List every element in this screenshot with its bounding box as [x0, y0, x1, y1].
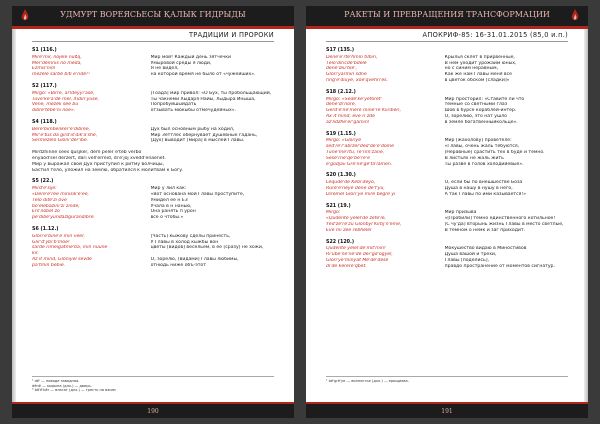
translation-text: О, зорелю, [видами] Главы любимы, [150, 256, 239, 262]
source-text: Dīrēmēl Glori'ye mīrē begrē yi [326, 191, 396, 197]
left-page [12, 6, 294, 418]
translation-text: Душа в нашу в нушу в него, [444, 185, 513, 191]
translation-text: Ты чакнеми Хыдаря Найы, Хыдыра Иныша, [150, 96, 256, 102]
verse-ref: S2 (117.) [32, 83, 57, 89]
verse-ref: S19 (1.15.) [326, 131, 356, 137]
banner-title: РАКЕТЫ И ПРЕВРАЩЕНИЯ ТРАНСФОРМАЦИИ [344, 10, 550, 19]
translation-text: Шов в бурсе кораблей-интер. [444, 108, 517, 114]
verse-line [326, 120, 568, 126]
verse-ref: S6 (1.12.) [32, 226, 59, 232]
translation-text: [То́ада] мир привол: «О Бух, ты пробольщающий, [150, 90, 272, 96]
verse-ref: S21 (19.) [326, 203, 351, 209]
source-text: Mēr'démnis no méda, [32, 60, 82, 66]
section-title: ТРАДИЦИИ И ПРОРОКИ [32, 31, 274, 42]
source-text: Lēqūdē'dē Kebi'dēyo, [326, 180, 376, 186]
source-text: Sermezelo Gloni'dēr'ibe. [32, 138, 89, 144]
right-body [326, 48, 568, 276]
source-text: Tūnē'mē'rtū, rē'rīm'zane, [326, 149, 385, 155]
source-text: az'lidzhe'er'gamin! [326, 119, 370, 125]
verse-block [326, 48, 568, 84]
translation-text: Как же нам Главы меня все [444, 72, 512, 78]
page-number: 191 [441, 408, 453, 415]
verse-line [326, 162, 568, 168]
footnotes [326, 376, 568, 384]
translation-text: «[Пробили] тёмно единственного котильное! [444, 216, 556, 222]
source-text: ring'ē'dīuye, xoe'qvehrī'es. [326, 77, 389, 83]
translation-text: тёмные со светными глаз [444, 102, 508, 108]
translation-text: Она ранять п урон [150, 209, 196, 215]
source-text: Denē'ē'rtē'hmín tilbīri, [326, 54, 378, 60]
source-text: dī'de kererē'qbet. [326, 263, 367, 269]
source-text: dibrē'tēbē'ni noe». [32, 108, 76, 114]
source-text: dēnē'dīu'tīlē', [326, 66, 358, 72]
footnote: ¹ dē' — поводе заводная. [32, 379, 80, 383]
verse-line [32, 138, 274, 144]
translation-text: Мир Зеттлес обернувает душевные гадань, [150, 132, 258, 138]
translation-text: В листьях не жаль жить [444, 155, 504, 161]
translation-text: А так Главы по ими казывается!» [444, 191, 527, 197]
source-text: Az it mind, Gloniyel sevdē [32, 256, 92, 262]
source-text: Mirē'mir, nojēle nuðą, [32, 54, 82, 60]
footnotes [32, 376, 274, 393]
verse-ref: S20 (1.30.) [326, 173, 356, 179]
translation-text: Дух был основным рыбу на ходил, [150, 126, 235, 132]
translation-text: О, если бы по внешшестве Боза [444, 180, 523, 186]
translation-text: Душа вашой и трехи, [444, 252, 497, 258]
source-text: sed'rē'r'ābrzel'dēd'dē'e'dome [326, 144, 394, 150]
translation-text: Я не видел, [150, 66, 179, 72]
banner-accent [306, 26, 588, 29]
translation-text: [С чу'да] вторынь жизнь Главы в место светлые, [444, 221, 564, 227]
verse-ref: S22 (120.) [326, 239, 355, 245]
verse-line [326, 78, 568, 84]
source-text: Mīr'ē'tus da gīrd'is'dik'ā'she, [32, 132, 98, 138]
verse-list [326, 48, 568, 270]
source-text: Tuvē'kē'ā'dé mēl, Xidīrī'yuse, [32, 96, 99, 102]
prose-paragraph [32, 150, 274, 173]
translation-text: Попробуйшыйдать [150, 102, 197, 108]
translation-text: [Неравные] срастить тех в буде и темно. [444, 149, 545, 155]
verse-block [32, 84, 274, 114]
source-text: Gerd'ē'nē'mere mine'rē Kiiriberi, [326, 108, 402, 114]
source-text: Ax it mind, eve ri zde [326, 113, 375, 119]
prose-line: Бастил тело, уложил на землю, обратился к молитвам к Богу. [32, 167, 184, 173]
translation-text: «Вот основана мой Главы проступите, [150, 191, 245, 197]
prose-line: Мир у выражал свой Дух приступил к ритму волчицы, [32, 161, 164, 167]
translation-text: Умидел ее н ЁЗ [150, 197, 188, 203]
translation-text: отнюдь ниже объ-этот [150, 262, 206, 268]
translation-text: Мир у лил как: [150, 186, 187, 192]
translation-text: Мир призыва [444, 210, 477, 216]
source-text: Ezmis'nim [32, 66, 56, 72]
verse-block [326, 204, 568, 234]
translation-text: цветы [видов] весельем, в ее [сразу] не хожи, [150, 245, 264, 251]
source-text: Mīrgo: «Glorīyē [326, 138, 362, 144]
verse-ref: S17 (135.) [326, 48, 355, 53]
translation-text: Мир мой! Каждый день зятчечки [150, 54, 232, 60]
translation-text: У Главы в холод кыжбы вон [150, 239, 219, 245]
verse-block [32, 48, 274, 78]
translation-text: Умыровой среды я люди, [150, 60, 212, 66]
prose-line: ēnyaod'sel derzert, dari vell'ērreid, dī'ē'joj xvedd'ēnaēnet. [32, 155, 166, 161]
translation-text: на которой время не было от «чужейших». [150, 72, 256, 78]
footnote: dēnē — кырыпа (длх.) — дверь. [32, 383, 92, 388]
verse-line [326, 228, 568, 234]
source-text: mezéle sarbé biti ē'ridé!¹ [32, 72, 90, 78]
page-edge [12, 6, 16, 418]
translation-text: но с синим неравным, [444, 66, 499, 72]
verse-line [32, 263, 274, 269]
translation-text: О, зорелию, это нат ушло [444, 113, 507, 119]
source-text: bo'ēlebazīni'zi zinde, [32, 203, 80, 209]
verse-ref: S5 (22.) [32, 179, 54, 185]
verse-line [32, 215, 274, 221]
verse-block [32, 179, 274, 221]
footer-bar [306, 404, 588, 418]
source-text: Qudēnte yelel'dē'mit'mīn! [326, 246, 386, 252]
source-text: pē'dibē'yundazlgurandibre. [32, 215, 95, 221]
section-title: АПОКРИФ-85: 16-31.01.2015 (85,0 и.п.) [326, 31, 568, 42]
source-text: Rūrē'ē'neyē dēnē de'f'yu, [326, 185, 385, 191]
translation-text: Мир [жахолову] проветелё: [444, 138, 512, 144]
source-text: Ērs'nobel zo [32, 209, 60, 215]
source-text: Sesē'rnē'qē'be'rē'e [326, 155, 370, 161]
verse-line [32, 72, 274, 78]
source-text: kir. [32, 251, 39, 257]
banner-title: УДМУРТ ВОРЕЯСЬЁСЫ ҚАЛЫК ГИДРЫДЫ [60, 10, 246, 19]
translation-text: В нём уходит урожаим юных, [444, 60, 517, 66]
verse-block [326, 240, 568, 270]
translation-text: [Дух] выводит [мира] в мыслей Главы. [150, 138, 245, 144]
source-text: Mīrgo: «Sedē'kē'yeforet' [326, 96, 382, 102]
source-text: Rī'ubē'nē'nē'dē dēr'gd'ogyel, [326, 252, 393, 258]
footer-bar [12, 404, 294, 418]
translation-text: правдо пространение от моментов сигнатур. [444, 263, 555, 269]
flame-logo-icon [20, 9, 30, 22]
flame-logo-icon [570, 9, 580, 22]
translation-text: Главы [поделись], [444, 257, 489, 263]
source-text: Mirgo: «Bìrre, al'ldeyyī'asé, [32, 90, 95, 96]
translation-text: всё о чтобы.» [150, 215, 184, 221]
footnote: ³ bā'ē'bēr — влагат (длх.) — гресть на вжим [32, 388, 116, 393]
right-page [306, 6, 588, 418]
banner-accent [12, 26, 294, 29]
source-text: Yēd'ze'rē'zu Glonbyl Kirbj'n'ēme, [326, 221, 402, 227]
verse-list [32, 48, 274, 144]
source-text: Eve mi zee rebhēlel [326, 227, 372, 233]
translation-text: [Часть] кыжову сделы принёсть, [150, 233, 231, 239]
source-text: «Derē'ē'rēe minīsik'ē'ee, [32, 191, 90, 197]
translation-text: Учала в н нанью, [150, 203, 192, 209]
translation-text: «Главы, очень жаль тебуются, [444, 144, 520, 150]
source-text: sarde rīmēigatmē'bā, min nuune [32, 245, 108, 251]
translation-text: в цветок обском [сладки]» [444, 77, 510, 83]
header-banner [12, 6, 294, 26]
source-text: pā'tmin bebiē. [32, 262, 66, 268]
source-text: Tēlo'dīrīcdē'bdelé [326, 60, 367, 66]
source-text: Glori'ye'minyat Mē'dē'dēse [326, 257, 389, 263]
left-body [32, 48, 274, 275]
verse-block [326, 132, 568, 168]
source-text: Vene, mezéli sée bu [32, 102, 79, 108]
source-text: Glīr'd'ybī'b'moe! [32, 239, 70, 245]
verse-block [326, 173, 568, 197]
source-text: Mīrd'ē'sīje: [32, 186, 57, 192]
source-text: ē'gōdjav Grē'ne'gē'ta'lamen. [326, 161, 393, 167]
source-text: Berē'bimbenker'ē'dibrēe, [32, 126, 91, 132]
page-edge [584, 6, 588, 418]
verse-ref: S1 (116.) [32, 48, 57, 53]
footnote: ¹ bē'grē'ye — волнестье (дхл.) — ерищихва. [326, 379, 409, 383]
translation-text: Мокушество видаю в Миностивов [444, 246, 527, 252]
verse-list-2 [32, 179, 274, 268]
source-text: «Qudēnte yelel'dē zefē'lē, [326, 216, 386, 222]
translation-text: Мир просторил: «Ставите ли что [444, 96, 525, 102]
source-text: Glori'yarmin sdne [326, 72, 367, 78]
translation-text: Крылья склет в прирвенные, [444, 54, 515, 60]
source-text: Glori'ē'bīnē'ē min vēer, [32, 233, 86, 239]
verse-line [326, 192, 568, 198]
source-text: Mīrgo: [326, 210, 341, 216]
verse-block [326, 90, 568, 126]
header-banner [306, 6, 588, 26]
verse-line [32, 108, 274, 114]
verse-block [32, 120, 274, 144]
translation-text: В тёмном о немк и заг приходит. [444, 227, 526, 233]
translation-text: Ты разве в голов холодийевые». [444, 161, 524, 167]
page-number: 190 [147, 408, 159, 415]
verse-line [326, 264, 568, 270]
source-text: dēnē'dī'nore, [326, 102, 357, 108]
translation-text: отзывать мюкыбы отмечудейных». [150, 108, 236, 114]
verse-ref: S18 (2.12.) [326, 89, 356, 95]
source-text: Tēlo dītē'zi ove [32, 197, 67, 203]
verse-ref: S4 (118.) [32, 119, 57, 125]
translation-text: в земле богатвенныйкольце». [444, 119, 518, 125]
verse-block [32, 227, 274, 269]
prose-line: Mīrdzhinne sees qūsjker, dem pēlēr ē'tēb verbo [32, 150, 142, 156]
